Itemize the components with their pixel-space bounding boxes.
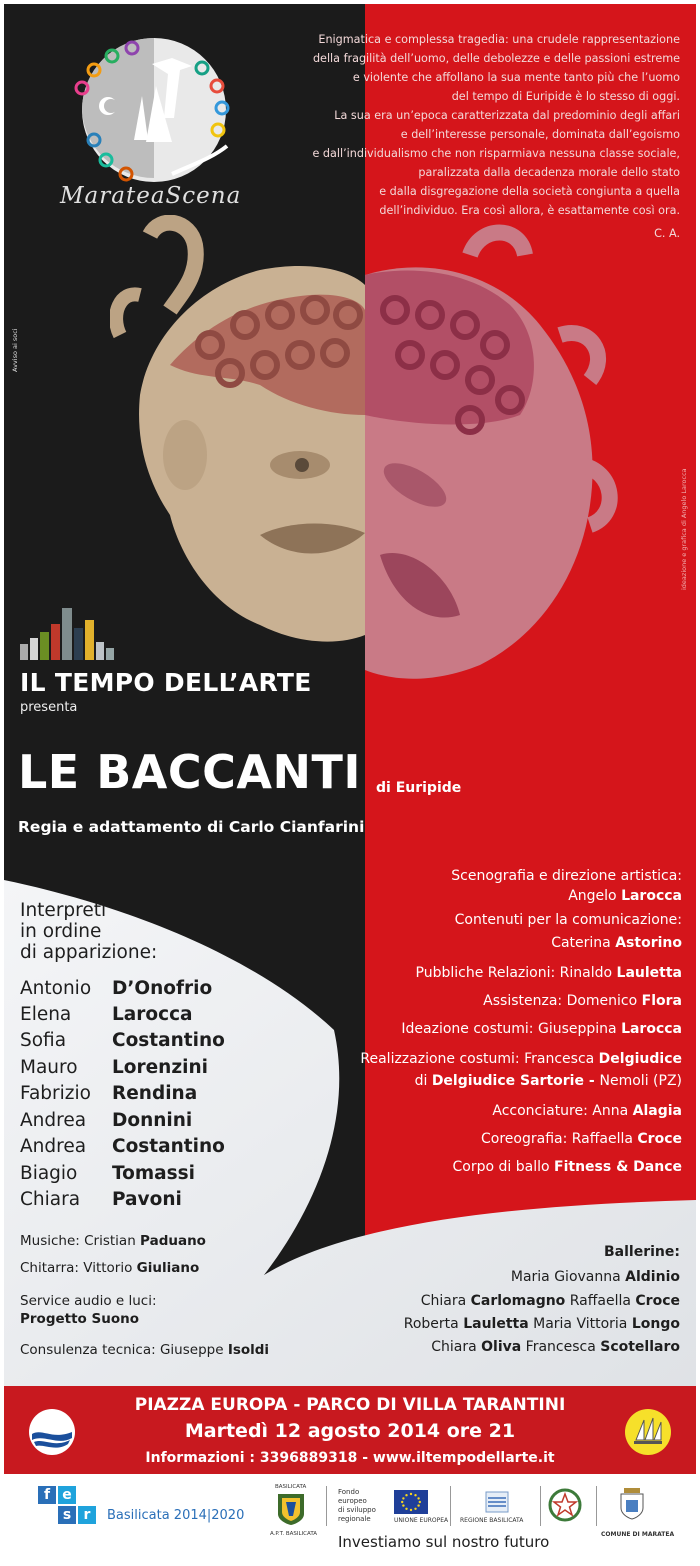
divider (326, 1486, 327, 1526)
dancer-first: Chiara (431, 1339, 482, 1355)
contact-text: Informazioni : 3396889318 - www.iltempodellarte.it (145, 1450, 555, 1466)
dancers-line (421, 1293, 680, 1309)
dancer-last: Croce (635, 1293, 680, 1309)
pr-credit (416, 965, 683, 981)
dancer-last: Aldinio (625, 1269, 680, 1285)
cast-last-name: Pavoni (112, 1189, 182, 1210)
intro-line: La sua era un’epoca caratterizzata dal predominio degli affari (334, 109, 680, 122)
venue-text: PIAZZA EUROPA - PARCO DI VILLA TARANTINI (134, 1395, 566, 1415)
production-credits (242, 868, 682, 1188)
fesr-letter-f: f (38, 1486, 56, 1504)
credit-first: Caterina (551, 935, 616, 951)
dancer-last: Oliva (481, 1339, 522, 1355)
cast-last-name: Donnini (112, 1110, 193, 1131)
dancer-first: Chiara (420, 1293, 471, 1309)
music-credit (20, 1233, 206, 1249)
dancer-last: Longo (631, 1316, 680, 1332)
dancer-first: Francesca (521, 1339, 601, 1355)
cast-last-name: Costantino (112, 1136, 225, 1157)
credit-role: Musiche: Cristian (20, 1233, 141, 1249)
fund-line: europeo (338, 1497, 367, 1505)
cast-heading-line: di apparizione: (20, 942, 158, 963)
credit-first: Angelo (568, 888, 622, 904)
credit-last: Flora (641, 993, 682, 1009)
coreografia-credit (481, 1131, 682, 1147)
credit-first: Realizzazione costumi: Francesca (360, 1051, 599, 1067)
credit-last: Croce (637, 1131, 682, 1147)
region-label: REGIONE BASILICATA (460, 1517, 524, 1524)
tech-credit (20, 1342, 269, 1358)
fund-line: di sviluppo (338, 1506, 376, 1514)
credit-first: Assistenza: Domenico (483, 993, 642, 1009)
company-name: IL TEMPO DELL’ARTE (20, 668, 312, 697)
date-text: Martedì 12 agosto 2014 ore 21 (184, 1420, 516, 1442)
cast-last-name: Costantino (112, 1030, 225, 1051)
cast-last-name: Rendina (112, 1083, 198, 1104)
credit-first: di (414, 1073, 432, 1089)
dancers-line (511, 1269, 680, 1285)
credit-last: Delgiudice (598, 1051, 682, 1067)
motto-text: Investiamo sul nostro futuro (338, 1533, 550, 1551)
service-credit-role: Service audio e luci: (20, 1293, 157, 1309)
dancer-first: Raffaella (565, 1293, 636, 1309)
cast-first-name: Biagio (20, 1163, 78, 1184)
cast-last-name: D’Onofrio (112, 978, 213, 999)
intro-line: e dall’individualismo che non risparmiava nessuna classe sociale, (312, 147, 680, 160)
fesr-letter-e: e (58, 1486, 76, 1504)
terracotta-masks-illustration (110, 215, 630, 735)
presents-label: presenta (20, 700, 78, 715)
credit-last: Astorino (615, 935, 682, 951)
show-title: LE BACCANTI (18, 745, 362, 799)
cast-heading-line: in ordine (20, 921, 102, 942)
credit-role: Consulenza tecnica: Giuseppe (20, 1342, 228, 1358)
intro-line: e dell’interesse personale, dominata dall’egoismo (400, 128, 680, 141)
cast-first-name: Andrea (20, 1110, 87, 1131)
comune-maratea-crest-icon (618, 1486, 646, 1520)
eu-label: UNIONE EUROPEA (394, 1517, 449, 1524)
fund-line: Fondo (338, 1488, 360, 1496)
scenografia-name (568, 888, 682, 904)
divider (450, 1486, 451, 1526)
credit-name: Isoldi (227, 1342, 270, 1358)
credit-name: Giuliano (136, 1260, 200, 1276)
apt-label: A.P.T. BASILICATA (270, 1531, 318, 1537)
dancer-first: Maria Giovanna (510, 1269, 626, 1285)
credit-last: Lauletta (616, 965, 682, 981)
il-tempo-dell-arte-logo-icon (18, 602, 116, 664)
cast-first-name: Mauro (20, 1057, 78, 1078)
credit-place: Nemoli (PZ) (599, 1073, 682, 1089)
divider (540, 1486, 541, 1526)
comune-label: COMUNE DI MARATEA (601, 1531, 675, 1538)
apt-top-label: BASILICATA (275, 1484, 307, 1490)
dancers-line (404, 1316, 680, 1332)
intro-line: del tempo di Euripide è lo stesso di oggi. (451, 90, 680, 103)
intro-signature: C. A. (654, 227, 680, 240)
intro-line: della fragilità dell’uomo, delle debolezze e delle passioni estreme (312, 52, 680, 65)
logo-wordmark: MarateaScena (60, 183, 242, 209)
credit-first: Acconciature: Anna (492, 1103, 633, 1119)
credit-last: Larocca (621, 888, 682, 904)
corpo-di-ballo-credit (453, 1159, 682, 1175)
guitar-credit (20, 1260, 199, 1276)
direction-credit: Regia e adattamento di Carlo Cianfarini (18, 818, 365, 836)
acconciature-credit (492, 1103, 682, 1119)
credit-first: Pubbliche Relazioni: Rinaldo (415, 965, 617, 981)
dancer-first: Maria Vittoria (528, 1316, 632, 1332)
cast-first-name: Antonio (20, 978, 92, 999)
cast-first-name: Sofia (20, 1030, 67, 1051)
credit-last: Delgiudice Sartorie - (431, 1073, 600, 1089)
programme-label: Basilicata 2014|2020 (107, 1508, 245, 1523)
fund-line: regionale (338, 1515, 371, 1523)
credit-first: Ideazione costumi: Giuseppina (401, 1021, 622, 1037)
dancer-last: Lauletta (463, 1316, 529, 1332)
cast-heading-line: Interpreti (20, 900, 107, 921)
assistenza-credit (483, 993, 682, 1009)
dancers-line (431, 1339, 680, 1355)
italian-republic-emblem-icon (548, 1488, 582, 1522)
cast-first-name: Andrea (20, 1136, 87, 1157)
credit-first: Corpo di ballo (452, 1159, 555, 1175)
cast-first-name: Elena (20, 1004, 72, 1025)
sartoria-credit (415, 1073, 682, 1089)
scenografia-role: Scenografia e direzione artistica: (451, 868, 682, 884)
regione-basilicata-logo-icon (484, 1490, 510, 1514)
dancer-last: Carlomagno (470, 1293, 566, 1309)
dancers-credits (320, 1244, 680, 1364)
cast-first-name: Chiara (20, 1189, 81, 1210)
contenuti-role: Contenuti per la comunicazione: (454, 912, 682, 928)
service-credit-name: Progetto Suono (20, 1311, 140, 1327)
dancer-first: Roberta (403, 1316, 464, 1332)
intro-line: dell’individuo. Era così allora, è esattamente così ora. (379, 204, 680, 217)
fesr-letter-s: s (58, 1506, 76, 1524)
contenuti-name (551, 935, 682, 951)
cast-last-name: Larocca (112, 1004, 193, 1025)
intro-line: paralizzata dalla decadenza morale dello stato (418, 166, 680, 179)
cast-heading (20, 900, 157, 963)
eu-flag-icon (394, 1490, 428, 1514)
credit-last: Fitness & Dance (554, 1159, 682, 1175)
cast-last-name: Tomassi (112, 1163, 195, 1184)
cast-first-name: Fabrizio (20, 1083, 91, 1104)
intro-line: e dalla disgregazione della società congiunta a quella (379, 185, 680, 198)
side-note-right: ideazione e grafica di Angelo Larocca (680, 468, 688, 590)
side-note-left: Avviso ai soci (11, 328, 19, 372)
divider (596, 1486, 597, 1526)
cast-last-name: Lorenzini (112, 1057, 208, 1078)
intro-line: e violente che affollano la sua mente tanto più che l’uomo (352, 71, 680, 84)
credit-role: Chitarra: Vittorio (20, 1260, 137, 1276)
intro-paragraph (250, 30, 680, 243)
realizzazione-credit (360, 1051, 682, 1067)
intro-line: Enigmatica e complessa tragedia: una crudele rappresentazione (318, 33, 680, 46)
ideazione-credit (401, 1021, 682, 1037)
credit-last: Alagia (632, 1103, 682, 1119)
credit-last: Larocca (621, 1021, 682, 1037)
credit-first: Coreografia: Raffaella (481, 1131, 638, 1147)
show-author: di Euripide (376, 780, 462, 796)
dancers-heading: Ballerine: (604, 1244, 680, 1260)
apt-basilicata-logo-icon (276, 1492, 306, 1526)
fesr-letter-r: r (78, 1506, 96, 1524)
dancer-last: Scotellaro (600, 1339, 680, 1355)
credit-name: Paduano (140, 1233, 206, 1249)
